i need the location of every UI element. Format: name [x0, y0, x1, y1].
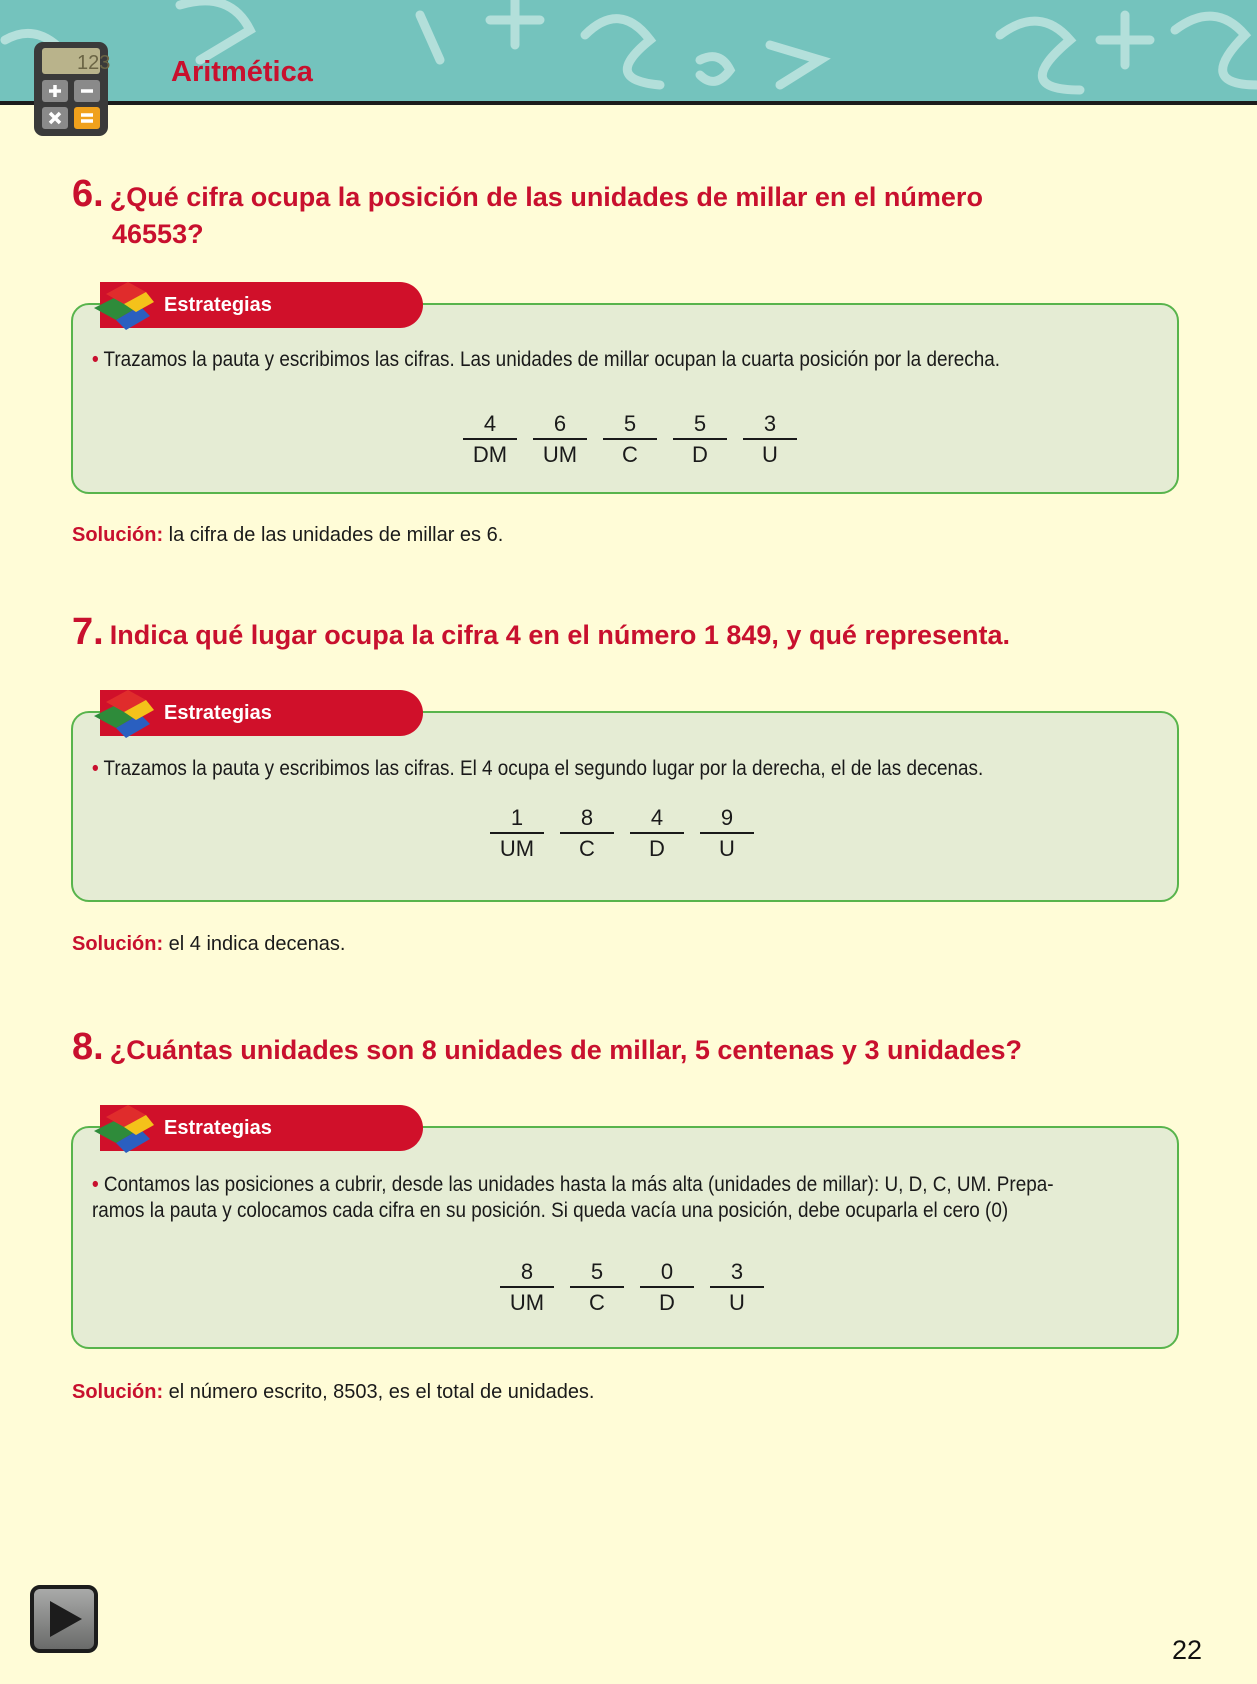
solution-label: Solución: — [72, 1381, 164, 1403]
calculator-icon — [32, 40, 112, 145]
problem-number: 7. — [72, 611, 104, 653]
play-button[interactable] — [30, 1585, 98, 1653]
svg-text:123: 123 — [77, 52, 111, 74]
question-text-continued: 46553? — [112, 219, 204, 249]
place-value-cell: 8 C — [560, 804, 614, 864]
section-title: Aritmética — [171, 56, 313, 88]
puzzle-pieces-icon — [88, 1101, 158, 1164]
solution-text: la cifra de las unidades de millar es 6. — [168, 524, 504, 546]
place-value-cell: 5 C — [570, 1258, 624, 1318]
question-text: ¿Cuántas unidades son 8 unidades de millar, 5 centenas y 3 unidades? — [109, 1035, 1022, 1065]
question-text: ¿Qué cifra ocupa la posición de las unidades de millar en el número — [109, 182, 983, 212]
solution — [72, 524, 503, 547]
puzzle-pieces-icon — [88, 686, 158, 749]
place-value-cell: 5 C — [603, 410, 657, 470]
place-value-chart — [463, 410, 797, 470]
place-value-cell: 4 DM — [463, 410, 517, 470]
place-value-cell: 0 D — [640, 1258, 694, 1318]
problem-number: 6. — [72, 173, 104, 215]
solution — [72, 1381, 595, 1404]
problem-8-question — [72, 1026, 1192, 1069]
strategy-tab: Estrategias — [100, 690, 423, 736]
place-value-chart — [500, 1258, 764, 1318]
question-text: Indica qué lugar ocupa la cifra 4 en el número 1 849, y qué representa. — [109, 620, 1011, 650]
strategy-text: • Trazamos la pauta y escribimos las cifras. El 4 ocupa el segundo lugar por la derecha, el de las decenas. — [92, 757, 984, 780]
solution — [72, 933, 345, 956]
place-value-cell: 5 D — [673, 410, 727, 470]
place-value-cell: 4 D — [630, 804, 684, 864]
place-value-cell: 3 U — [743, 410, 797, 470]
problem-7-question — [72, 611, 1192, 654]
solution-text: el 4 indica decenas. — [168, 933, 346, 955]
problem-number: 8. — [72, 1026, 104, 1068]
page-number: 22 — [1172, 1635, 1203, 1665]
strategy-tab: Estrategias — [100, 1105, 423, 1151]
strategy-text: • Trazamos la pauta y escribimos las cifras. Las unidades de millar ocupan la cuarta posición por la derecha. — [92, 348, 1001, 371]
place-value-cell: 3 U — [710, 1258, 764, 1318]
place-value-cell: 6 UM — [533, 410, 587, 470]
puzzle-pieces-icon — [88, 278, 158, 341]
solution-label: Solución: — [72, 933, 164, 955]
place-value-cell: 1 UM — [490, 804, 544, 864]
strategy-text: • Contamos las posiciones a cubrir, desde las unidades hasta la más alta (unidades de millar): U, D, C, UM. Prepa- ramos la pauta y colocamos cada cifra en su posición. Si queda vacía una posición, debe ocuparla el cero (0) — [92, 1173, 1054, 1222]
problem-6-question — [72, 173, 1192, 253]
solution-label: Solución: — [72, 524, 164, 546]
place-value-cell: 8 UM — [500, 1258, 554, 1318]
strategy-tab: Estrategias — [100, 282, 423, 328]
header-banner — [0, 0, 1257, 105]
place-value-chart — [490, 804, 754, 864]
place-value-cell: 9 U — [700, 804, 754, 864]
solution-text: el número escrito, 8503, es el total de unidades. — [168, 1381, 595, 1403]
play-icon — [34, 1589, 94, 1649]
